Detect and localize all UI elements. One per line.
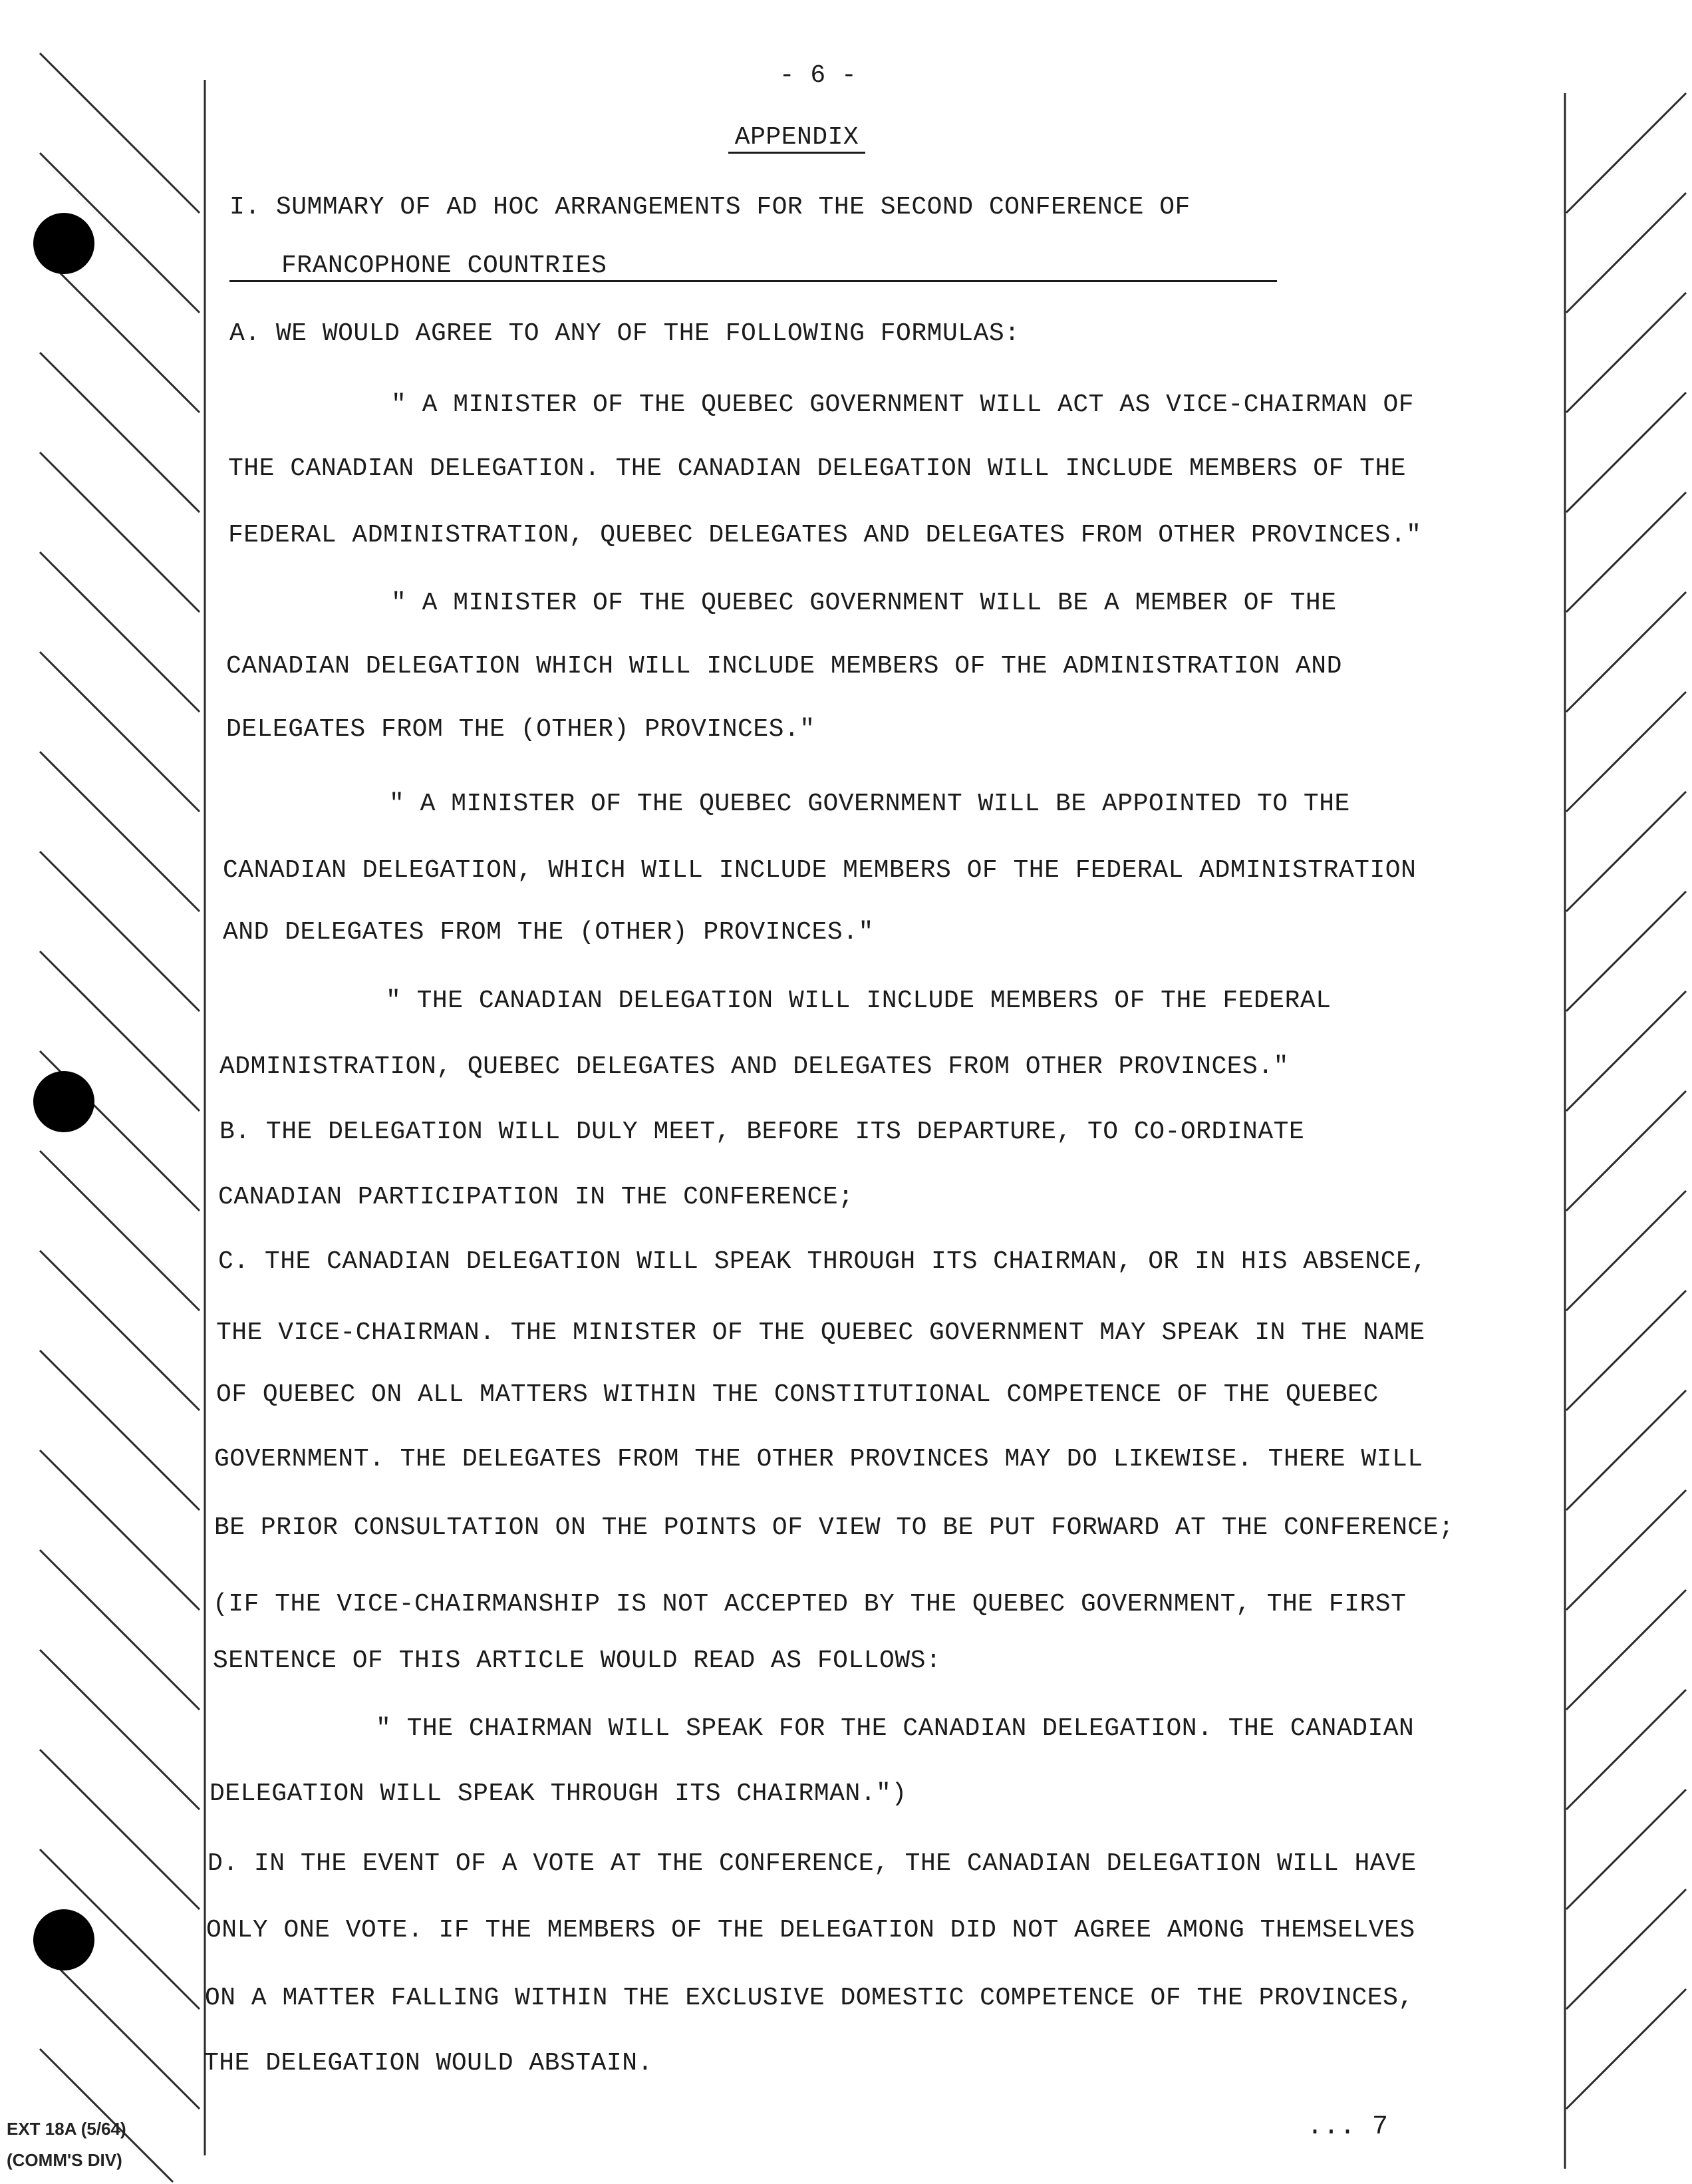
body-line: CANADIAN DELEGATION WHICH WILL INCLUDE MEMBERS OF THE ADMINISTRATION AND [226,652,1342,681]
body-line: ADMINISTRATION, QUEBEC DELEGATES AND DELEGATES FROM OTHER PROVINCES." [219,1052,1289,1081]
punch-hole-top [33,213,94,274]
punch-hole-bottom [33,1909,94,1970]
body-line: DELEGATION WILL SPEAK THROUGH ITS CHAIRMAN.") [210,1780,907,1808]
body-line: C. THE CANADIAN DELEGATION WILL SPEAK THROUGH ITS CHAIRMAN, OR IN HIS ABSENCE, [218,1247,1427,1276]
body-line: THE CANADIAN DELEGATION. THE CANADIAN DELEGATION WILL INCLUDE MEMBERS OF THE [228,454,1407,483]
body-line: A. WE WOULD AGREE TO ANY OF THE FOLLOWING FORMULAS: [229,319,1020,348]
body-line: ONLY ONE VOTE. IF THE MEMBERS OF THE DELEGATION DID NOT AGREE AMONG THEMSELVES [206,1916,1415,1945]
body-line: OF QUEBEC ON ALL MATTERS WITHIN THE CONSTITUTIONAL COMPETENCE OF THE QUEBEC [216,1380,1379,1409]
form-number-line-2: (COMM'S DIV) [7,2150,122,2170]
body-line: ON A MATTER FALLING WITHIN THE EXCLUSIVE DOMESTIC COMPETENCE OF THE PROVINCES, [205,1984,1414,2012]
right-margin-hatching [1560,0,1692,2184]
body-line: THE DELEGATION WOULD ABSTAIN. [204,2049,653,2078]
page-number: - 6 - [779,61,857,90]
body-line: THE VICE-CHAIRMAN. THE MINISTER OF THE QUEBEC GOVERNMENT MAY SPEAK IN THE NAME [216,1319,1425,1347]
body-line: " A MINISTER OF THE QUEBEC GOVERNMENT WILL ACT AS VICE-CHAIRMAN OF [391,390,1415,419]
body-line: CANADIAN PARTICIPATION IN THE CONFERENCE; [218,1183,854,1211]
body-line: AND DELEGATES FROM THE (OTHER) PROVINCES." [223,918,874,947]
body-line: SENTENCE OF THIS ARTICLE WOULD READ AS FOLLOWS: [213,1646,942,1675]
form-number-line-1: EXT 18A (5/64) [7,2119,126,2139]
punch-hole-middle [33,1071,94,1132]
body-line: " A MINISTER OF THE QUEBEC GOVERNMENT WILL BE A MEMBER OF THE [391,589,1337,617]
body-line: DELEGATES FROM THE (OTHER) PROVINCES." [226,715,815,744]
body-line: BE PRIOR CONSULTATION ON THE POINTS OF VIEW TO BE PUT FORWARD AT THE CONFERENCE; [214,1513,1455,1542]
body-line: B. THE DELEGATION WILL DULY MEET, BEFORE ITS DEPARTURE, TO CO-ORDINATE [219,1118,1305,1146]
body-line: " A MINISTER OF THE QUEBEC GOVERNMENT WILL BE APPOINTED TO THE [389,790,1350,818]
body-line: GOVERNMENT. THE DELEGATES FROM THE OTHER PROVINCES MAY DO LIKEWISE. THERE WILL [214,1445,1423,1474]
body-line: " THE CHAIRMAN WILL SPEAK FOR THE CANADIAN DELEGATION. THE CANADIAN [376,1714,1415,1743]
body-line: CANADIAN DELEGATION, WHICH WILL INCLUDE MEMBERS OF THE FEDERAL ADMINISTRATION [223,856,1417,885]
continuation-marker: ... 7 [1307,2112,1389,2142]
page-title: APPENDIX [728,123,865,154]
body-line: (IF THE VICE-CHAIRMANSHIP IS NOT ACCEPTED BY THE QUEBEC GOVERNMENT, THE FIRST [213,1590,1407,1619]
section-heading-line-2: FRANCOPHONE COUNTRIES [229,251,1277,282]
left-margin-hatching [0,0,210,2184]
body-line: FEDERAL ADMINISTRATION, QUEBEC DELEGATES AND DELEGATES FROM OTHER PROVINCES." [228,521,1422,549]
body-line: " THE CANADIAN DELEGATION WILL INCLUDE MEMBERS OF THE FEDERAL [386,987,1332,1015]
section-heading-line-1: I. SUMMARY OF AD HOC ARRANGEMENTS FOR THE SECOND CONFERENCE OF [229,193,1191,222]
body-line: D. IN THE EVENT OF A VOTE AT THE CONFERENCE, THE CANADIAN DELEGATION WILL HAVE [208,1849,1417,1878]
